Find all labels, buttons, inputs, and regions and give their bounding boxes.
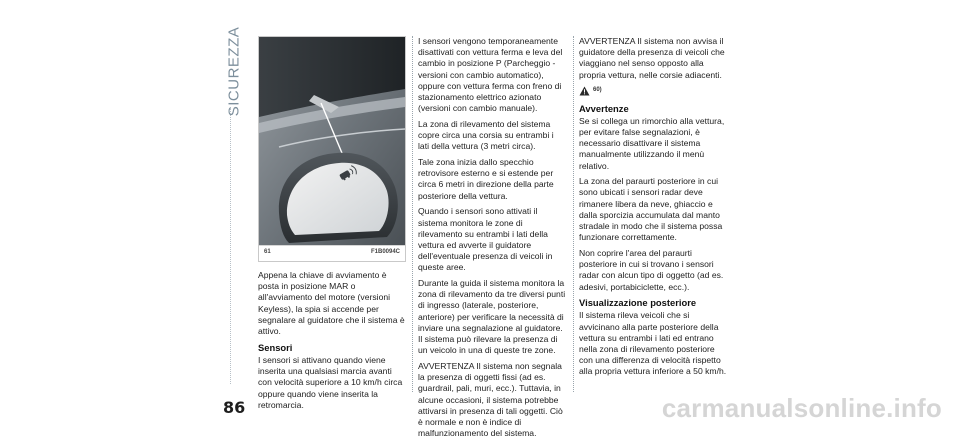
section-divider: [230, 108, 231, 384]
section-tab: [222, 26, 246, 116]
paragraph: Non coprire l'area del paraurti posteriore in cui si trovano i sensori radar con alcun tipo di oggetto (ad es. adesivi, portabiciclette, ecc.).: [579, 247, 724, 292]
figure-mirror-sensor: [258, 36, 406, 262]
figure-code: F1B0094C: [370, 249, 400, 255]
page-number: 86: [223, 398, 246, 417]
column-divider: [573, 36, 574, 392]
heading-sensori: Sensori: [258, 341, 293, 353]
figure-number: 61: [264, 249, 271, 255]
mirror-illustration: [259, 37, 405, 245]
paragraph: La zona del paraurti posteriore in cui sono ubicati i sensori radar deve rimanere libera da neve, ghiaccio e dalla sporcizia accumulata dal manto stradale in modo che il sistema possa funzionare correttamente.: [579, 176, 723, 243]
paragraph: I sensori si attivano quando viene inserita una qualsiasi marcia avanti con velocità superiore a 10 km/h circa oppure quando viene inserita la retromarcia.: [258, 354, 403, 410]
figure-caption: [259, 245, 405, 261]
watermark: carmanualsonline.info: [661, 393, 942, 423]
paragraph: Quando i sensori sono attivati il sistema monitora le zone di rilevamento su entrambi i lati della vettura ed avverte il guidatore dell'eventuale presenza di veicoli in queste aree.: [418, 206, 553, 273]
warning-reference: [579, 85, 729, 96]
paragraph: Se si collega un rimorchio alla vettura, per evitare false segnalazioni, è necessario disattivare il sistema manualmente utilizzando il menù relativo.: [579, 115, 725, 171]
paragraph: Tale zona inizia dallo specchio retrovisore esterno e si estende per circa 6 metri in direzione della parte posteriore della vettura.: [418, 157, 554, 201]
text-column-3: [579, 36, 729, 382]
warning-triangle-icon: [579, 86, 590, 96]
text-column-2: [418, 36, 566, 444]
paragraph: Appena la chiave di avviamento è posta in posizione MAR o all'avviamento del motore (versioni Keyless), la spia si accende per segnalare al guidatore che il sistema è attivo.: [258, 270, 405, 337]
text-column-1: [258, 270, 406, 415]
paragraph: Durante la guida il sistema monitora la zona di rilevamento da tre diversi punti di ingresso (laterale, posteriore, anteriore) per verificare la necessità di inviare una segnalazione al guidatore. Il sistema può rilevare la presenza di un veicolo in una di queste tre zone.: [418, 278, 566, 356]
paragraph: La zona di rilevamento del sistema copre circa una corsia su entrambi i lati della vettura (3 metri circa).: [418, 118, 554, 152]
paragraph: I sensori vengono temporaneamente disattivati con vettura ferma e leva del cambio in posizione P (Parcheggio - versioni con cambio automatico), oppure con vettura ferma con freno di stazionamento elettrico azionato (versioni con cambio manuale).: [418, 36, 563, 114]
paragraph: AVVERTENZA Il sistema non segnala la presenza di oggetti fissi (ad es. guardrail, pali, muri, ecc.). Tuttavia, in alcune occasioni, il sistema potrebbe attivarsi in presenza di tali oggetti. Ciò è normale e non è indice di malfunzionamento del sistema.: [418, 360, 563, 439]
paragraph: AVVERTENZA Il sistema non avvisa il guidatore della presenza di veicoli che viaggiano nel senso opposto alla propria vettura, nelle corsie adiacenti.: [579, 36, 725, 80]
section-tab-label: SICUREZZA: [225, 26, 243, 116]
heading-avvertenze: Avvertenze: [579, 102, 629, 114]
warning-ref-number: 60): [593, 87, 602, 94]
paragraph: Il sistema rileva veicoli che si avvicinano alla parte posteriore della vettura su entrambi i lati ed entrano nella zona di rilevamento posteriore con una differenza di velocità rispetto alla propria vettura inferiore a 50 km/h.: [579, 310, 727, 377]
column-divider: [412, 36, 413, 392]
heading-visualizzazione-posteriore: Visualizzazione posteriore: [579, 297, 697, 309]
